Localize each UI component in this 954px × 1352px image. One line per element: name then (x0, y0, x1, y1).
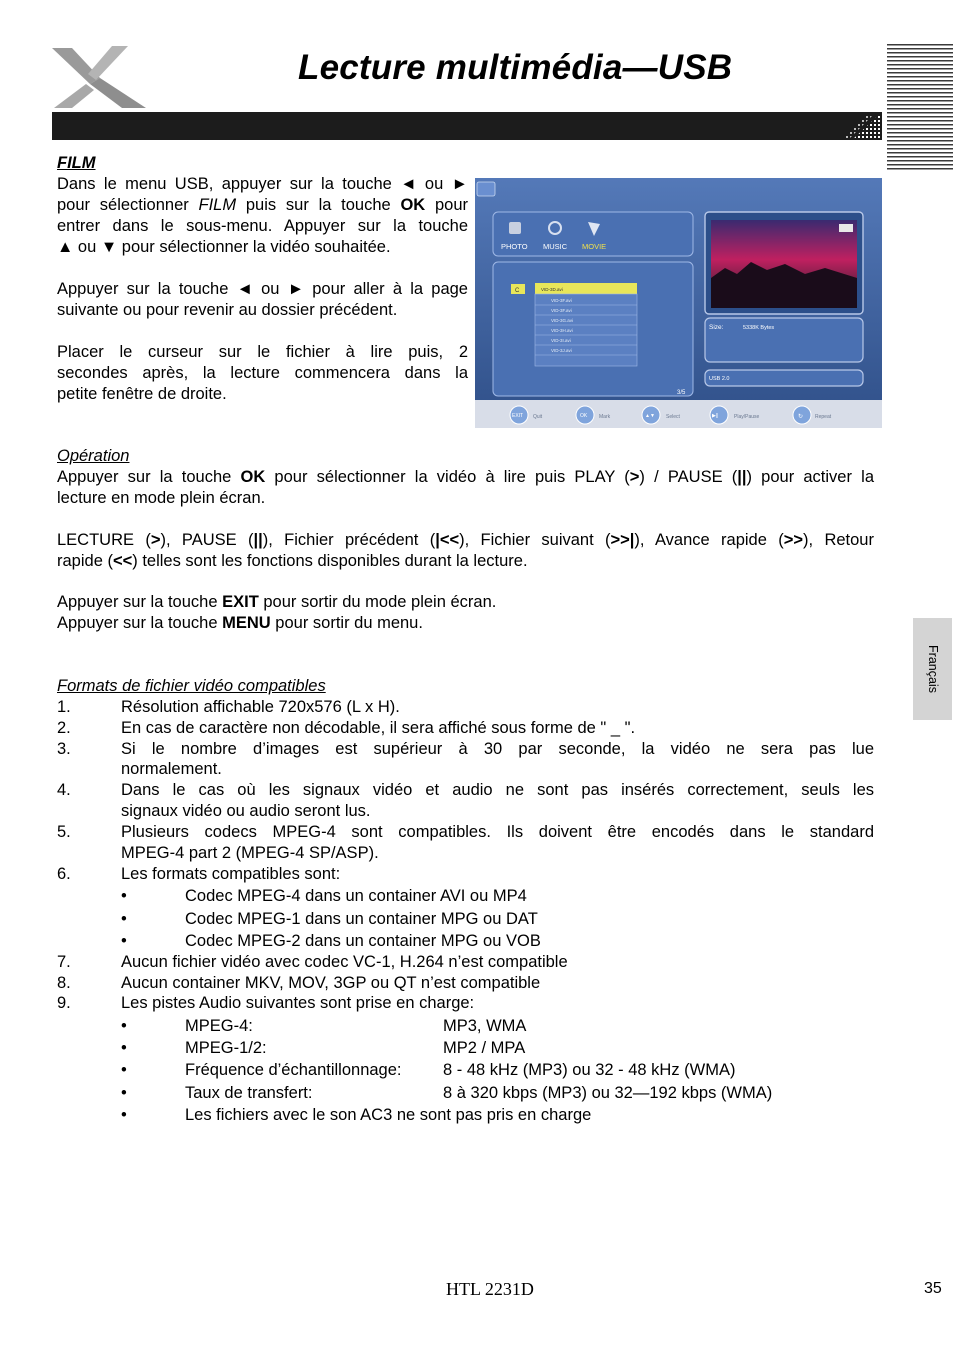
language-tab: Français (913, 618, 952, 720)
audio-value: MP3, WMA (443, 1017, 527, 1035)
container-item: Codec MPEG-4 dans un container AVI ou MP4 (185, 887, 527, 905)
list-item-cont: normalement. (121, 760, 222, 778)
bullet: • (121, 932, 127, 950)
svg-text:Size:: Size: (709, 324, 724, 331)
usb-menu-screenshot (475, 178, 882, 428)
brand-logo (50, 44, 150, 110)
corner-stripes (887, 44, 953, 172)
page-indicator: 3/5 (677, 390, 686, 396)
container-item: Codec MPEG-1 dans un container MPG ou DAT (185, 910, 538, 928)
list-number: 6. (57, 865, 71, 883)
bullet: • (121, 1061, 127, 1079)
svg-text:OK: OK (580, 413, 588, 419)
list-number: 3. (57, 740, 71, 758)
title-bar (52, 112, 882, 140)
svg-text:5338K Bytes: 5338K Bytes (743, 325, 775, 331)
audio-key: Taux de transfert: (185, 1084, 313, 1102)
footer-model: HTL 2231D (446, 1279, 534, 1299)
list-item-cont: MPEG-4 part 2 (MPEG-4 SP/ASP). (121, 844, 379, 862)
audio-value: 8 - 48 kHz (MP3) ou 32 - 48 kHz (WMA) (443, 1061, 736, 1079)
audio-key: MPEG-4: (185, 1017, 253, 1035)
film-p2-line1: Appuyer sur la touche ◄ ou ► pour aller à la page (57, 280, 468, 298)
list-item: Aucun container MKV, MOV, 3GP ou QT n’est compatible (121, 974, 541, 992)
film-heading: FILM (57, 154, 96, 172)
list-item: Plusieurs codecs MPEG-4 sont compatibles. Ils doivent être encodés dans le standard (121, 823, 874, 841)
operation-p3-line2: Appuyer sur la touche MENU pour sortir du menu. (57, 614, 423, 632)
list-number: 8. (57, 974, 71, 992)
audio-value: MP2 / MPA (443, 1039, 526, 1057)
tab-movie: MOVIE (582, 242, 607, 251)
svg-text:Mark: Mark (599, 414, 611, 420)
audio-value: 8 à 320 kbps (MP3) ou 32—192 kbps (WMA) (443, 1084, 773, 1102)
list-number: 5. (57, 823, 71, 841)
tab-music: MUSIC (543, 242, 568, 251)
bullet: • (121, 887, 127, 905)
list-item: Résolution affichable 720x576 (L x H). (121, 698, 400, 716)
svg-text:▶||: ▶|| (712, 413, 719, 419)
list-number: 9. (57, 994, 71, 1012)
bullet: • (121, 1106, 127, 1124)
ac3-note: Les fichiers avec le son AC3 ne sont pas pris en charge (185, 1106, 592, 1124)
list-item: Si le nombre d’images est supérieur à 30 par seconde, la vidéo ne sera pas lue (121, 740, 874, 758)
svg-text:C: C (515, 288, 520, 294)
list-number: 1. (57, 698, 71, 716)
operation-p3-line1: Appuyer sur la touche EXIT pour sortir du mode plein écran. (57, 593, 497, 611)
tab-photo: PHOTO (501, 242, 528, 251)
list-number: 2. (57, 719, 71, 737)
svg-text:VID-3H.avi: VID-3H.avi (551, 328, 573, 333)
svg-text:Repeat: Repeat (815, 414, 832, 420)
bullet: • (121, 910, 127, 928)
list-item: Les pistes Audio suivantes sont prise en charge: (121, 994, 475, 1012)
svg-text:EXIT: EXIT (512, 413, 524, 419)
svg-text:Quit: Quit (533, 414, 543, 420)
bullet: • (121, 1017, 127, 1035)
bullet: • (121, 1039, 127, 1057)
film-p3-line1: Placer le curseur sur le fichier à lire puis, 2 (57, 343, 468, 361)
operation-p2-line1: LECTURE (>), PAUSE (||), Fichier précédent (|<<), Fichier suivant (>>|), Avance rapide (>>), Retour (57, 531, 874, 549)
svg-text:Play/Pause: Play/Pause (734, 414, 760, 420)
film-p1-line2: pour sélectionner FILM puis sur la touche OK pour (57, 196, 468, 214)
film-p3-line3: petite fenêtre de droite. (57, 385, 227, 403)
svg-text:VID-3G.avi: VID-3G.avi (551, 318, 574, 323)
film-p1-line1: Dans le menu USB, appuyer sur la touche ◄ ou ► (57, 175, 468, 193)
file-list (535, 283, 637, 366)
svg-text:VID-3D.avi: VID-3D.avi (541, 287, 563, 292)
svg-text:VID-3I.avi: VID-3I.avi (551, 338, 571, 343)
operation-p1-line2: lecture en mode plein écran. (57, 489, 266, 507)
svg-text:VID-3J.avi: VID-3J.avi (551, 348, 572, 353)
page-number: 35 (924, 1280, 942, 1297)
svg-text:Select: Select (666, 414, 680, 420)
bar-dot-pattern (838, 112, 882, 140)
svg-text:VID-3F.avi: VID-3F.avi (551, 308, 572, 313)
container-item: Codec MPEG-2 dans un container MPG ou VOB (185, 932, 541, 950)
list-item: Les formats compatibles sont: (121, 865, 341, 883)
film-p2-line2: suivante ou pour revenir au dossier précédent. (57, 301, 398, 319)
film-p1-line3: entrer dans le sous-menu. Appuyer sur la touche (57, 217, 468, 235)
audio-key: Fréquence d’échantillonnage: (185, 1061, 402, 1079)
audio-key: MPEG-1/2: (185, 1039, 267, 1057)
formats-heading: Formats de fichier vidéo compatibles (57, 677, 326, 695)
film-p3-line2: secondes après, la lecture commencera dans la (57, 364, 468, 382)
operation-p2-line2: rapide (<<) telles sont les fonctions disponibles durant la lecture. (57, 552, 528, 570)
operation-heading: Opération (57, 447, 130, 465)
bullet: • (121, 1084, 127, 1102)
svg-text:↻: ↻ (798, 414, 804, 420)
list-item: Aucun fichier vidéo avec codec VC-1, H.264 n’est compatible (121, 953, 568, 971)
list-item-cont: signaux vidéo ou audio seront lus. (121, 802, 371, 820)
list-number: 7. (57, 953, 71, 971)
list-number: 4. (57, 781, 71, 799)
list-item: Dans le cas où les signaux vidéo et audio ne sont pas insérés correctement, seuls les (121, 781, 874, 799)
svg-text:VID-3F.avi: VID-3F.avi (551, 298, 572, 303)
film-p1-line4: ▲ ou ▼ pour sélectionner la vidéo souhaitée. (57, 238, 391, 256)
list-item: En cas de caractère non décodable, il sera affiché sous forme de " _ ". (121, 719, 636, 737)
svg-text:▲▼: ▲▼ (645, 413, 655, 419)
svg-text:USB 2.0: USB 2.0 (709, 376, 730, 382)
page-title: Lecture multimédia—USB (298, 48, 733, 87)
operation-p1-line1: Appuyer sur la touche OK pour sélectionner la vidéo à lire puis PLAY (>) / PAUSE (||) pour activer la (57, 468, 875, 486)
